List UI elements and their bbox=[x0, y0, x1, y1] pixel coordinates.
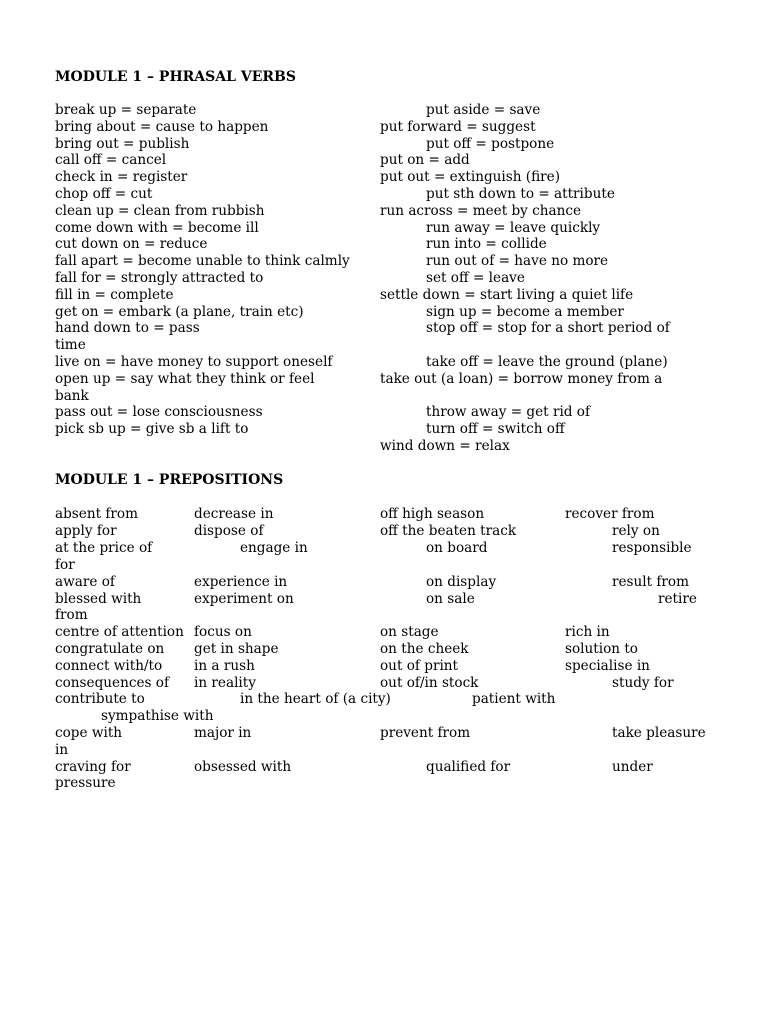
prepositions-heading: MODULE 1 – PREPOSITIONS bbox=[55, 472, 284, 488]
preposition-item: specialise in bbox=[565, 658, 650, 674]
list-item: chop off = cut bbox=[55, 185, 153, 202]
preposition-item: on stage bbox=[380, 624, 439, 640]
list-item bbox=[380, 388, 670, 405]
table-row bbox=[0, 675, 768, 692]
list-item: break up = separate bbox=[55, 102, 197, 118]
list-item: take off = leave the ground (plane) bbox=[426, 353, 668, 370]
list-item: put on = add bbox=[380, 152, 470, 169]
preposition-item: in reality bbox=[194, 675, 256, 691]
table-row bbox=[0, 591, 768, 608]
table-row bbox=[0, 641, 768, 658]
list-item: check in = register bbox=[55, 169, 188, 186]
preposition-item: from bbox=[55, 607, 88, 623]
preposition-item: out of print bbox=[380, 658, 459, 674]
preposition-item: get in shape bbox=[194, 641, 279, 657]
preposition-item: major in bbox=[194, 725, 252, 741]
table-row bbox=[0, 742, 768, 759]
preposition-item: connect with/to bbox=[55, 658, 163, 674]
phrasal-verbs-right-column bbox=[380, 102, 670, 455]
preposition-item: on the cheek bbox=[380, 641, 469, 657]
list-item: come down with = become ill bbox=[55, 219, 259, 236]
preposition-item: apply for bbox=[55, 523, 117, 539]
preposition-item: in a rush bbox=[194, 658, 255, 674]
list-item: pick sb up = give sb a lift to bbox=[55, 421, 249, 438]
table-row bbox=[0, 523, 768, 540]
preposition-item: contribute to bbox=[55, 691, 145, 707]
list-item: run across = meet by chance bbox=[380, 202, 582, 219]
list-item: set off = leave bbox=[426, 269, 525, 286]
preposition-item: aware of bbox=[55, 574, 115, 590]
preposition-item: off the beaten track bbox=[380, 523, 517, 539]
preposition-item: in the heart of (a city) bbox=[240, 691, 391, 707]
list-item: cut down on = reduce bbox=[55, 236, 208, 253]
table-row bbox=[0, 759, 768, 776]
list-item: take out (a loan) = borrow money from a bbox=[380, 370, 663, 387]
preposition-item: dispose of bbox=[194, 523, 264, 539]
table-row bbox=[0, 691, 768, 708]
list-item: bring about = cause to happen bbox=[55, 118, 269, 135]
table-row bbox=[0, 557, 768, 574]
preposition-item: experiment on bbox=[194, 591, 294, 607]
preposition-item: recover from bbox=[565, 506, 655, 522]
table-row bbox=[0, 574, 768, 591]
list-item: bank bbox=[55, 387, 89, 404]
list-item: settle down = start living a quiet life bbox=[380, 286, 634, 303]
list-item: live on = have money to support oneself bbox=[55, 353, 333, 370]
list-item: clean up = clean from rubbish bbox=[55, 202, 265, 219]
preposition-item: study for bbox=[612, 675, 674, 691]
preposition-item: obsessed with bbox=[194, 759, 292, 775]
preposition-item: pressure bbox=[55, 775, 116, 791]
table-row bbox=[0, 775, 768, 792]
preposition-item: prevent from bbox=[380, 725, 471, 741]
list-item: bring out = publish bbox=[55, 135, 190, 152]
preposition-item: centre of attention bbox=[55, 624, 184, 640]
preposition-item: craving for bbox=[55, 759, 131, 775]
table-row bbox=[0, 540, 768, 557]
preposition-item: patient with bbox=[472, 691, 556, 707]
preposition-item: consequences of bbox=[55, 675, 170, 691]
preposition-item: on sale bbox=[426, 591, 475, 607]
list-item: wind down = relax bbox=[380, 437, 510, 454]
list-item: get on = embark (a plane, train etc) bbox=[55, 303, 304, 320]
list-item: run out of = have no more bbox=[426, 253, 609, 270]
list-item: fall apart = become unable to think calmly bbox=[55, 253, 350, 270]
preposition-item: blessed with bbox=[55, 591, 142, 607]
list-item: put out = extinguish (fire) bbox=[380, 169, 561, 186]
preposition-item: out of/in stock bbox=[380, 675, 479, 691]
list-item: put off = postpone bbox=[426, 135, 555, 152]
preposition-item: sympathise with bbox=[101, 708, 214, 724]
list-item: fill in = complete bbox=[55, 286, 174, 303]
list-item: run into = collide bbox=[426, 236, 547, 253]
preposition-item: decrease in bbox=[194, 506, 274, 522]
table-row bbox=[0, 725, 768, 742]
preposition-item: absent from bbox=[55, 506, 138, 522]
list-item: hand down to = pass bbox=[55, 320, 200, 337]
list-item: sign up = become a member bbox=[426, 303, 624, 320]
list-item: pass out = lose consciousness bbox=[55, 404, 263, 421]
list-item: put sth down to = attribute bbox=[426, 185, 615, 202]
preposition-item: cope with bbox=[55, 725, 123, 741]
preposition-item: in bbox=[55, 742, 69, 758]
list-item bbox=[380, 337, 670, 354]
preposition-item: for bbox=[55, 557, 75, 573]
preposition-item: qualified for bbox=[426, 759, 511, 775]
preposition-item: under bbox=[612, 759, 653, 775]
list-item: run away = leave quickly bbox=[426, 219, 601, 236]
preposition-item: at the price of bbox=[55, 540, 153, 556]
table-row bbox=[0, 624, 768, 641]
preposition-item: experience in bbox=[194, 574, 288, 590]
preposition-item: congratulate on bbox=[55, 641, 165, 657]
list-item: put aside = save bbox=[426, 102, 541, 118]
preposition-item: rich in bbox=[565, 624, 610, 640]
preposition-item: responsible bbox=[612, 540, 692, 556]
preposition-item: engage in bbox=[240, 540, 308, 556]
preposition-item: off high season bbox=[380, 506, 485, 522]
table-row bbox=[0, 658, 768, 675]
table-row bbox=[0, 506, 768, 523]
phrasal-verbs-heading: MODULE 1 – PHRASAL VERBS bbox=[55, 69, 296, 85]
preposition-item: on display bbox=[426, 574, 497, 590]
list-item: open up = say what they think or feel bbox=[55, 370, 315, 387]
list-item: call off = cancel bbox=[55, 152, 167, 169]
list-item: time bbox=[55, 337, 86, 354]
table-row bbox=[0, 708, 768, 725]
preposition-item: rely on bbox=[612, 523, 660, 539]
list-item: turn off = switch off bbox=[426, 421, 565, 438]
preposition-item: on board bbox=[426, 540, 488, 556]
preposition-item: focus on bbox=[194, 624, 252, 640]
preposition-item: retire bbox=[658, 591, 697, 607]
list-item: fall for = strongly attracted to bbox=[55, 269, 264, 286]
list-item: stop off = stop for a short period of bbox=[426, 320, 670, 337]
preposition-item: solution to bbox=[565, 641, 638, 657]
phrasal-verbs-left-column bbox=[55, 102, 350, 438]
preposition-item: take pleasure bbox=[612, 725, 706, 741]
list-item: put forward = suggest bbox=[380, 118, 536, 135]
table-row bbox=[0, 607, 768, 624]
preposition-item: result from bbox=[612, 574, 690, 590]
list-item: throw away = get rid of bbox=[426, 404, 591, 421]
